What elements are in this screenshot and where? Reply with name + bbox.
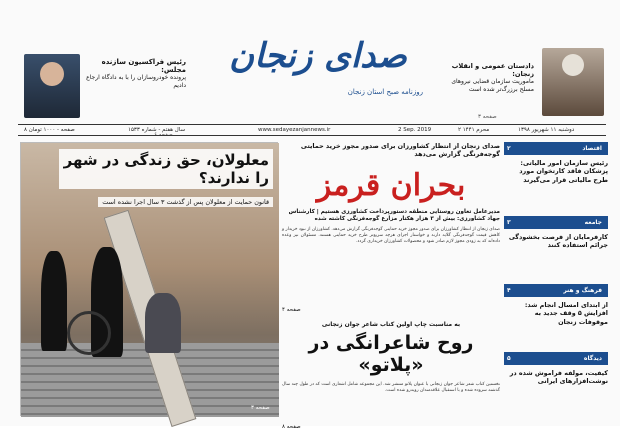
teaser-photo xyxy=(24,54,80,118)
teaser-page-ref: صفحه ۶ xyxy=(154,132,173,138)
section-number: ۴ xyxy=(507,287,511,294)
section-culture[interactable] xyxy=(504,284,608,326)
wheelchair-icon xyxy=(67,311,111,355)
issue-info: سال هفتم - شماره ۱۵۳۳ xyxy=(128,127,186,133)
main-subkicker: مدیرعامل تعاون روستایی منطقه دستورپرداخت کشاورزی هستیم | کارشناس جهاد کشاورزی: بیش از ۳ هزار هکتار مزارع گوجه‌فرنگی کاشته شده xyxy=(288,209,500,222)
teaser-headline: رئیس فراکسیون سازنده مجلس: xyxy=(101,58,186,74)
section-teaser: رئیس سازمان امور مالیاتی: پزشکان فاقد کارتخوان مورد طرح مالیاتی قرار می‌گیرند xyxy=(519,159,608,184)
main-headline[interactable]: بحران قرمز xyxy=(316,168,466,203)
teaser-body: پرونده خودروسازان را با به دادگاه ارجاع دادیم xyxy=(86,74,186,89)
logo-subtitle: روزنامه صبح استان زنجان xyxy=(347,88,423,96)
price-info: ۸ صفحه - ۱۰۰۰ تومان xyxy=(24,127,75,133)
section-teaser: از ابتدای امسال انجام شد: افزایش ۵ وقف جدید به موقوفات زنجان xyxy=(524,301,608,326)
section-number: ۳ xyxy=(507,219,511,226)
teaser-text xyxy=(86,58,186,90)
lead-photo-story[interactable] xyxy=(20,142,278,416)
teaser-photo xyxy=(542,48,604,116)
right-column xyxy=(504,142,608,416)
logo-title: صدای زنجان xyxy=(229,36,407,76)
section-number: ۲ xyxy=(507,145,511,152)
section-label: دیدگاه xyxy=(583,355,602,362)
main-page-ref: صفحه ۴ xyxy=(282,307,301,313)
dateline-bar xyxy=(18,124,606,136)
center-column xyxy=(282,142,500,430)
photo-figure xyxy=(145,293,181,353)
date-hijri: ۲ محرم ۱۴۴۱ xyxy=(458,127,490,133)
section-teaser: کیفیت، مولفه فراموش شده در نوشت‌افزارهای ایرانی xyxy=(509,369,608,386)
teaser-body: ماموریت سازمان قضایی نیروهای مسلح برزرگ‌تر شده است xyxy=(451,78,534,93)
section-bar xyxy=(504,352,608,365)
masthead-right-teaser[interactable] xyxy=(438,48,613,120)
lead-headline-box xyxy=(59,149,273,208)
newspaper-logo[interactable] xyxy=(213,36,423,116)
website-url[interactable]: www.sedayezanjannews.ir xyxy=(258,127,331,133)
section-bar xyxy=(504,142,608,155)
lead-page-ref: صفحه ۳ xyxy=(251,405,270,411)
date-fa: دوشنبه ۱۱ شهریور ۱۳۹۸ xyxy=(518,127,575,133)
section-teaser: کارفرمایان از فرصت بخشودگی جرائم استفاده کنند xyxy=(508,233,608,250)
section-number: ۵ xyxy=(507,355,511,362)
section-opinion[interactable] xyxy=(504,352,608,386)
teaser-headline: دادستان عمومی و انقلاب زنجان: xyxy=(451,62,534,78)
section-society[interactable] xyxy=(504,216,608,250)
lead-subheadline: قانون حمایت از معلولان پس از گذشت ۳ سال اجرا نشده است xyxy=(98,197,273,207)
section-bar xyxy=(504,284,608,297)
main-body: صدای زنجان از انتظار کشاورزان برای صدور مجوز خرید حمایتی گوجه‌فرنگی گزارش می‌دهد. کشاورزان از نبود خریدار و کاهش قیمت گوجه‌فرنگی گلایه دارند و خواستار اجرای هرچه سریع‌تر طرح خرید حمایتی هستند. مسئولان نیز وعده داده‌اند که به زودی مجوز لازم صادر شود و محصولات کشاورزان خریداری گردد. xyxy=(282,227,500,245)
section-economy[interactable] xyxy=(504,142,608,184)
second-body: نخستین کتاب شعر شاعر جوان زنجانی با عنوان پلاتو منتشر شد. این مجموعه شامل اشعاری است که در طول چند سال گذشته سروده شده و با استقبال علاقه‌مندان روبه‌رو شده است. xyxy=(282,382,500,394)
section-label: فرهنگ و هنر xyxy=(563,287,602,294)
second-kicker: به مناسبت چاپ اولین کتاب شاعر جوان زنجانی xyxy=(321,321,461,328)
teaser-text xyxy=(438,62,534,94)
section-label: جامعه xyxy=(584,219,602,226)
teaser-page-ref: صفحه ۳ xyxy=(478,114,497,120)
photo-figure xyxy=(41,251,67,351)
lead-headline: معلولان، حق زندگی در شهر را ندارند؟ xyxy=(59,149,273,189)
second-headline[interactable]: روح شاعرانگی در «پلاتو» xyxy=(308,332,474,376)
second-page-ref: صفحه ۸ xyxy=(282,424,301,430)
main-kicker: صدای زنجان از انتظار کشاورزان برای صدور مجوز خرید حمایتی گوجه‌فرنگی گزارش می‌دهد xyxy=(300,142,500,158)
section-bar xyxy=(504,216,608,229)
section-label: اقتصاد xyxy=(582,145,602,152)
date-en: 2 Sep. 2019 xyxy=(398,127,432,133)
